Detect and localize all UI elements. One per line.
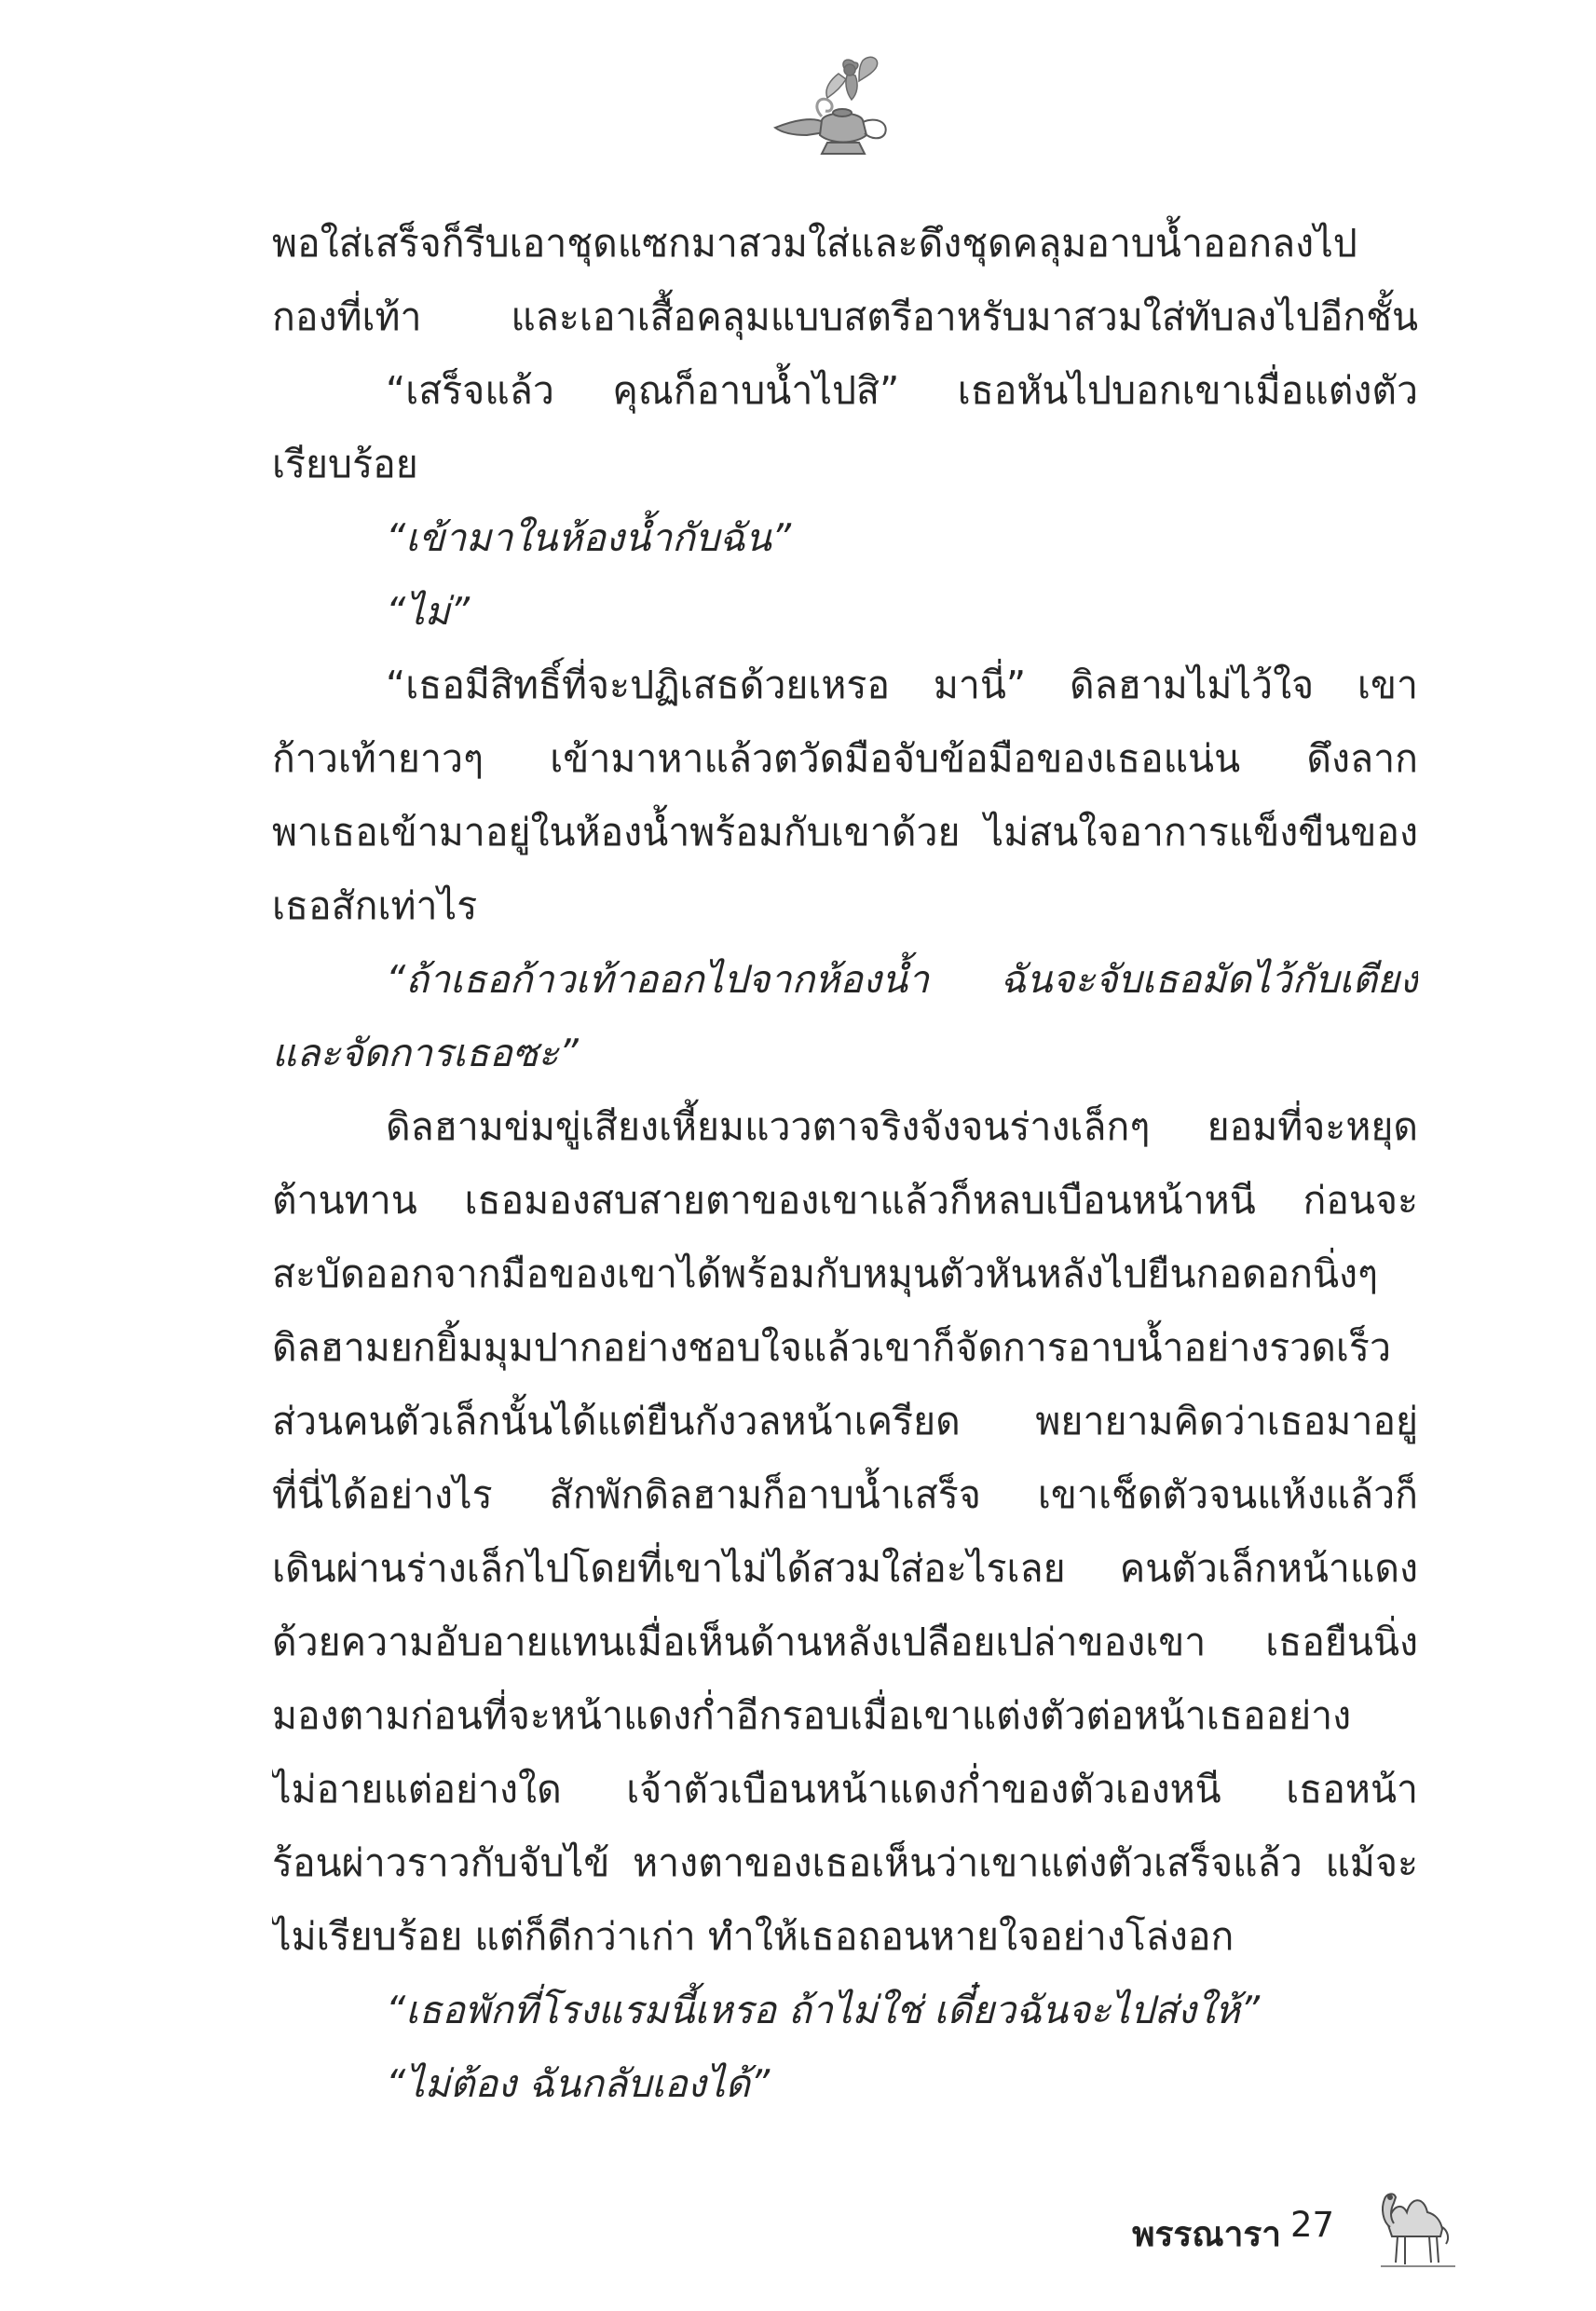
text-line: ไม่เรียบร้อย แต่ก็ดีกว่าเก่า ทำให้เธอถอนหายใจอย่างโล่งอก: [272, 1914, 1235, 1959]
text-line: ไม่อายแต่อย่างใด เจ้าตัวเบือนหน้าแดงก่ำของตัวเองหนี เธอหน้า: [272, 1767, 1418, 1812]
magic-lamp-with-cupid-icon: [766, 51, 906, 163]
text-line: “เธอพักที่โรงแรมนี้เหรอ ถ้าไม่ใช่ เดี๋ยวฉันจะไปส่งให้”: [386, 1988, 1261, 2032]
page-number: 27: [1290, 2205, 1335, 2245]
footer-book-title: พรรณารา: [1132, 2214, 1281, 2254]
text-line: ดิลฮามข่มขู่เสียงเหี้ยมแววตาจริงจังจนร่างเล็กๆ ยอมที่จะหยุด: [386, 1104, 1418, 1149]
text-line: พาเธอเข้ามาอยู่ในห้องน้ำพร้อมกับเขาด้วย ไม่สนใจอาการแข็งขืนของ: [272, 810, 1418, 855]
text-line: สะบัดออกจากมือของเขาได้พร้อมกับหมุนตัวหันหลังไปยืนกอดอกนิ่งๆ: [272, 1251, 1379, 1296]
text-line: เดินผ่านร่างเล็กไปโดยที่เขาไม่ได้สวมใส่อะไรเลย คนตัวเล็กหน้าแดง: [272, 1546, 1418, 1591]
text-line: กองที่เท้า และเอาเสื้อคลุมแบบสตรีอาหรับมาสวมใส่ทับลงไปอีกชั้น: [272, 294, 1418, 339]
text-line: มองตามก่อนที่จะหน้าแดงก่ำอีกรอบเมื่อเขาแต่งตัวต่อหน้าเธออย่าง: [272, 1693, 1352, 1738]
text-line: และจัดการเธอซะ”: [272, 1031, 579, 1075]
camel-icon: [1370, 2169, 1463, 2272]
body-text: [272, 207, 1418, 2121]
text-line: ดิลฮามยกยิ้มมุมปากอย่างชอบใจแล้วเขาก็จัดการอาบน้ำอย่างรวดเร็ว: [272, 1325, 1391, 1370]
text-line: พอใส่เสร็จก็รีบเอาชุดแซกมาสวมใส่และดึงชุดคลุมอาบน้ำออกลงไป: [272, 221, 1357, 266]
text-line: ร้อนผ่าวราวกับจับไข้ หางตาของเธอเห็นว่าเขาแต่งตัวเสร็จแล้ว แม้จะ: [272, 1840, 1418, 1885]
text-line: “ไม่ต้อง ฉันกลับเองได้”: [386, 2061, 771, 2106]
text-line: ต้านทาน เธอมองสบสายตาของเขาแล้วก็หลบเบือนหน้าหนี ก่อนจะ: [272, 1178, 1418, 1223]
text-line: เธอสักเท่าไร: [272, 883, 478, 928]
text-line: “ถ้าเธอก้าวเท้าออกไปจากห้องน้ำ ฉันจะจับเธอมัดไว้กับเตียง: [386, 957, 1418, 1002]
text-line: “เธอมีสิทธิ์ที่จะปฏิเสธด้วยเหรอ มานี่” ดิลฮามไม่ไว้ใจ เขา: [386, 663, 1418, 707]
text-line: “เข้ามาในห้องน้ำกับฉัน”: [386, 515, 792, 560]
text-line: ส่วนคนตัวเล็กนั้นได้แต่ยืนกังวลหน้าเครียด พยายามคิดว่าเธอมาอยู่: [272, 1399, 1418, 1443]
text-line: “เสร็จแล้ว คุณก็อาบน้ำไปสิ” เธอหันไปบอกเขาเมื่อแต่งตัว: [386, 368, 1418, 413]
text-line: ก้าวเท้ายาวๆ เข้ามาหาแล้วตวัดมือจับข้อมือของเธอแน่น ดึงลาก: [272, 736, 1418, 781]
text-line: “ไม่”: [386, 589, 471, 634]
text-line: เรียบร้อย: [272, 442, 418, 486]
text-line: ด้วยความอับอายแทนเมื่อเห็นด้านหลังเปลือยเปล่าของเขา เธอยืนนิ่ง: [272, 1620, 1418, 1664]
text-line: ที่นี่ได้อย่างไร สักพักดิลฮามก็อาบน้ำเสร็จ เขาเช็ดตัวจนแห้งแล้วก็: [272, 1472, 1418, 1517]
